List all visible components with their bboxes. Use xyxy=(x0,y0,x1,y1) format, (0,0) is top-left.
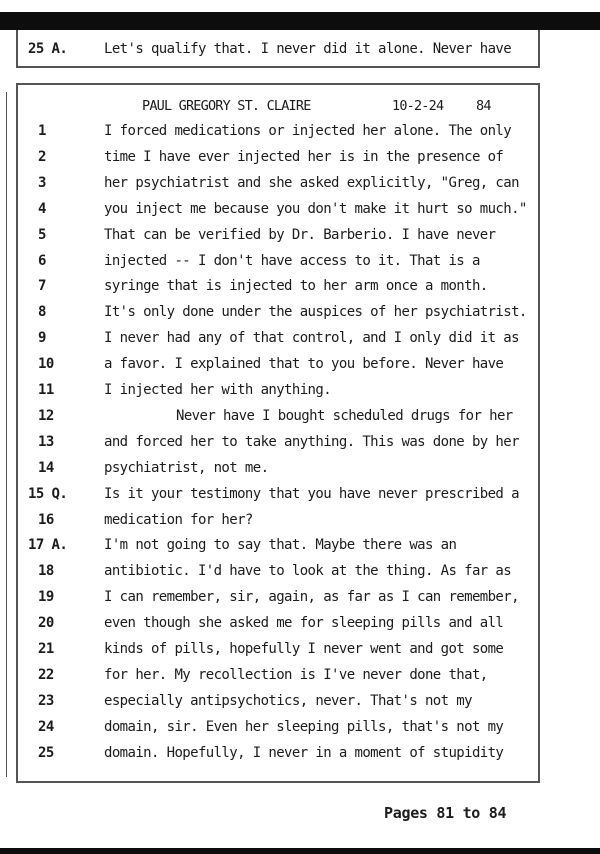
transcript-line xyxy=(18,351,538,377)
line-text: Let's qualify that. I never did it alone. Never have xyxy=(104,41,512,57)
speaker-marker: A. xyxy=(51,537,68,554)
transcript-line xyxy=(18,299,538,325)
transcript-line xyxy=(18,662,538,688)
line-text: That can be verified by Dr. Barberio. I have never xyxy=(104,226,496,243)
line-text: you inject me because you don't make it hurt so much." xyxy=(104,200,527,217)
transcript-line xyxy=(18,196,538,222)
line-text: for her. My recollection is I've never done that, xyxy=(104,666,488,683)
line-number: 15 Q. xyxy=(28,485,68,502)
line-text: time I have ever injected her is in the presence of xyxy=(104,148,504,165)
transcript-line xyxy=(18,403,538,429)
top-border-bar xyxy=(0,12,600,30)
deponent-name: PAUL GREGORY ST. CLAIRE xyxy=(142,98,311,114)
transcript-line xyxy=(18,455,538,481)
line-number: 13 xyxy=(38,433,54,450)
line-number: 19 xyxy=(38,589,54,606)
line-text: I never had any of that control, and I only did it as xyxy=(104,330,519,347)
transcript-line xyxy=(18,118,538,144)
transcript-page xyxy=(16,83,540,783)
line-text: injected -- I don't have access to it. That is a xyxy=(104,252,480,269)
line-number: 23 xyxy=(38,692,54,709)
line-text: It's only done under the auspices of her psychiatrist. xyxy=(104,304,527,321)
transcript-line xyxy=(18,610,538,636)
previous-page-fragment xyxy=(16,30,540,68)
line-number: 5 xyxy=(38,226,46,243)
transcript-line xyxy=(18,584,538,610)
bottom-border-bar xyxy=(0,848,600,854)
line-text: kinds of pills, hopefully I never went and got some xyxy=(104,641,504,657)
line-text: I injected her with anything. xyxy=(104,382,332,398)
page-number: 84 xyxy=(476,98,491,114)
transcript-line xyxy=(18,740,538,766)
line-number: 1 xyxy=(38,123,46,139)
line-number: 12 xyxy=(38,407,54,424)
line-text: even though she asked me for sleeping pills and all xyxy=(104,615,504,632)
line-number: 3 xyxy=(38,174,46,191)
line-number: 4 xyxy=(38,200,46,217)
line-number: 25 xyxy=(38,744,54,761)
line-number: 16 xyxy=(38,511,54,528)
transcript-line xyxy=(18,429,538,455)
line-text: I forced medications or injected her alone. The only xyxy=(104,123,512,139)
line-text: especially antipsychotics, never. That's not my xyxy=(104,692,472,709)
line-number: 6 xyxy=(38,252,46,269)
page-edge-rule xyxy=(6,92,7,777)
page-header xyxy=(18,95,538,117)
line-text: I can remember, sir, again, as far as I can remember, xyxy=(104,589,519,606)
line-text: I'm not going to say that. Maybe there was an xyxy=(104,537,457,554)
speaker-marker: Q. xyxy=(51,485,68,502)
line-text: medication for her? xyxy=(104,511,253,528)
transcript-line xyxy=(18,170,538,196)
transcript-line xyxy=(18,377,538,403)
transcript-line xyxy=(18,248,538,274)
line-number: 18 xyxy=(38,563,54,580)
line-text: Is it your testimony that you have never prescribed a xyxy=(104,485,519,502)
transcript-line xyxy=(18,481,538,507)
pages-range-label: Pages 81 to 84 xyxy=(384,804,507,822)
line-number: 21 xyxy=(38,641,54,657)
line-number: 20 xyxy=(38,615,54,632)
line-number: 25 A. xyxy=(28,41,68,57)
transcript-line xyxy=(18,36,538,62)
transcript-line xyxy=(18,144,538,170)
line-text: a favor. I explained that to you before. Never have xyxy=(104,356,504,373)
line-text: and forced her to take anything. This was done by her xyxy=(104,433,519,450)
transcript-line xyxy=(18,558,538,584)
line-number: 22 xyxy=(38,666,54,683)
line-text: antibiotic. I'd have to look at the thing. As far as xyxy=(104,563,512,580)
line-number: 10 xyxy=(38,356,54,373)
line-number: 14 xyxy=(38,459,54,476)
transcript-line xyxy=(18,273,538,299)
transcript-line xyxy=(18,325,538,351)
line-text: psychiatrist, not me. xyxy=(104,459,269,476)
line-number: 2 xyxy=(38,148,46,165)
line-number: 11 xyxy=(38,382,54,398)
line-number: 24 xyxy=(38,718,54,735)
line-text: domain, sir. Even her sleeping pills, that's not my xyxy=(104,718,504,735)
line-number: 9 xyxy=(38,330,46,347)
transcript-line xyxy=(18,714,538,740)
deposition-date: 10-2-24 xyxy=(392,98,444,114)
transcript-line xyxy=(18,688,538,714)
line-number: 7 xyxy=(38,278,46,295)
line-text: domain. Hopefully, I never in a moment of stupidity xyxy=(104,744,504,761)
transcript-line xyxy=(18,222,538,248)
line-number: 8 xyxy=(38,304,46,321)
line-number: 17 A. xyxy=(28,537,68,554)
line-text: her psychiatrist and she asked explicitly, "Greg, can xyxy=(104,174,519,191)
transcript-line xyxy=(18,636,538,662)
transcript-line xyxy=(18,532,538,558)
line-text: Never have I bought scheduled drugs for her xyxy=(176,407,513,424)
transcript-line xyxy=(18,507,538,533)
line-text: syringe that is injected to her arm once a month. xyxy=(104,278,488,295)
